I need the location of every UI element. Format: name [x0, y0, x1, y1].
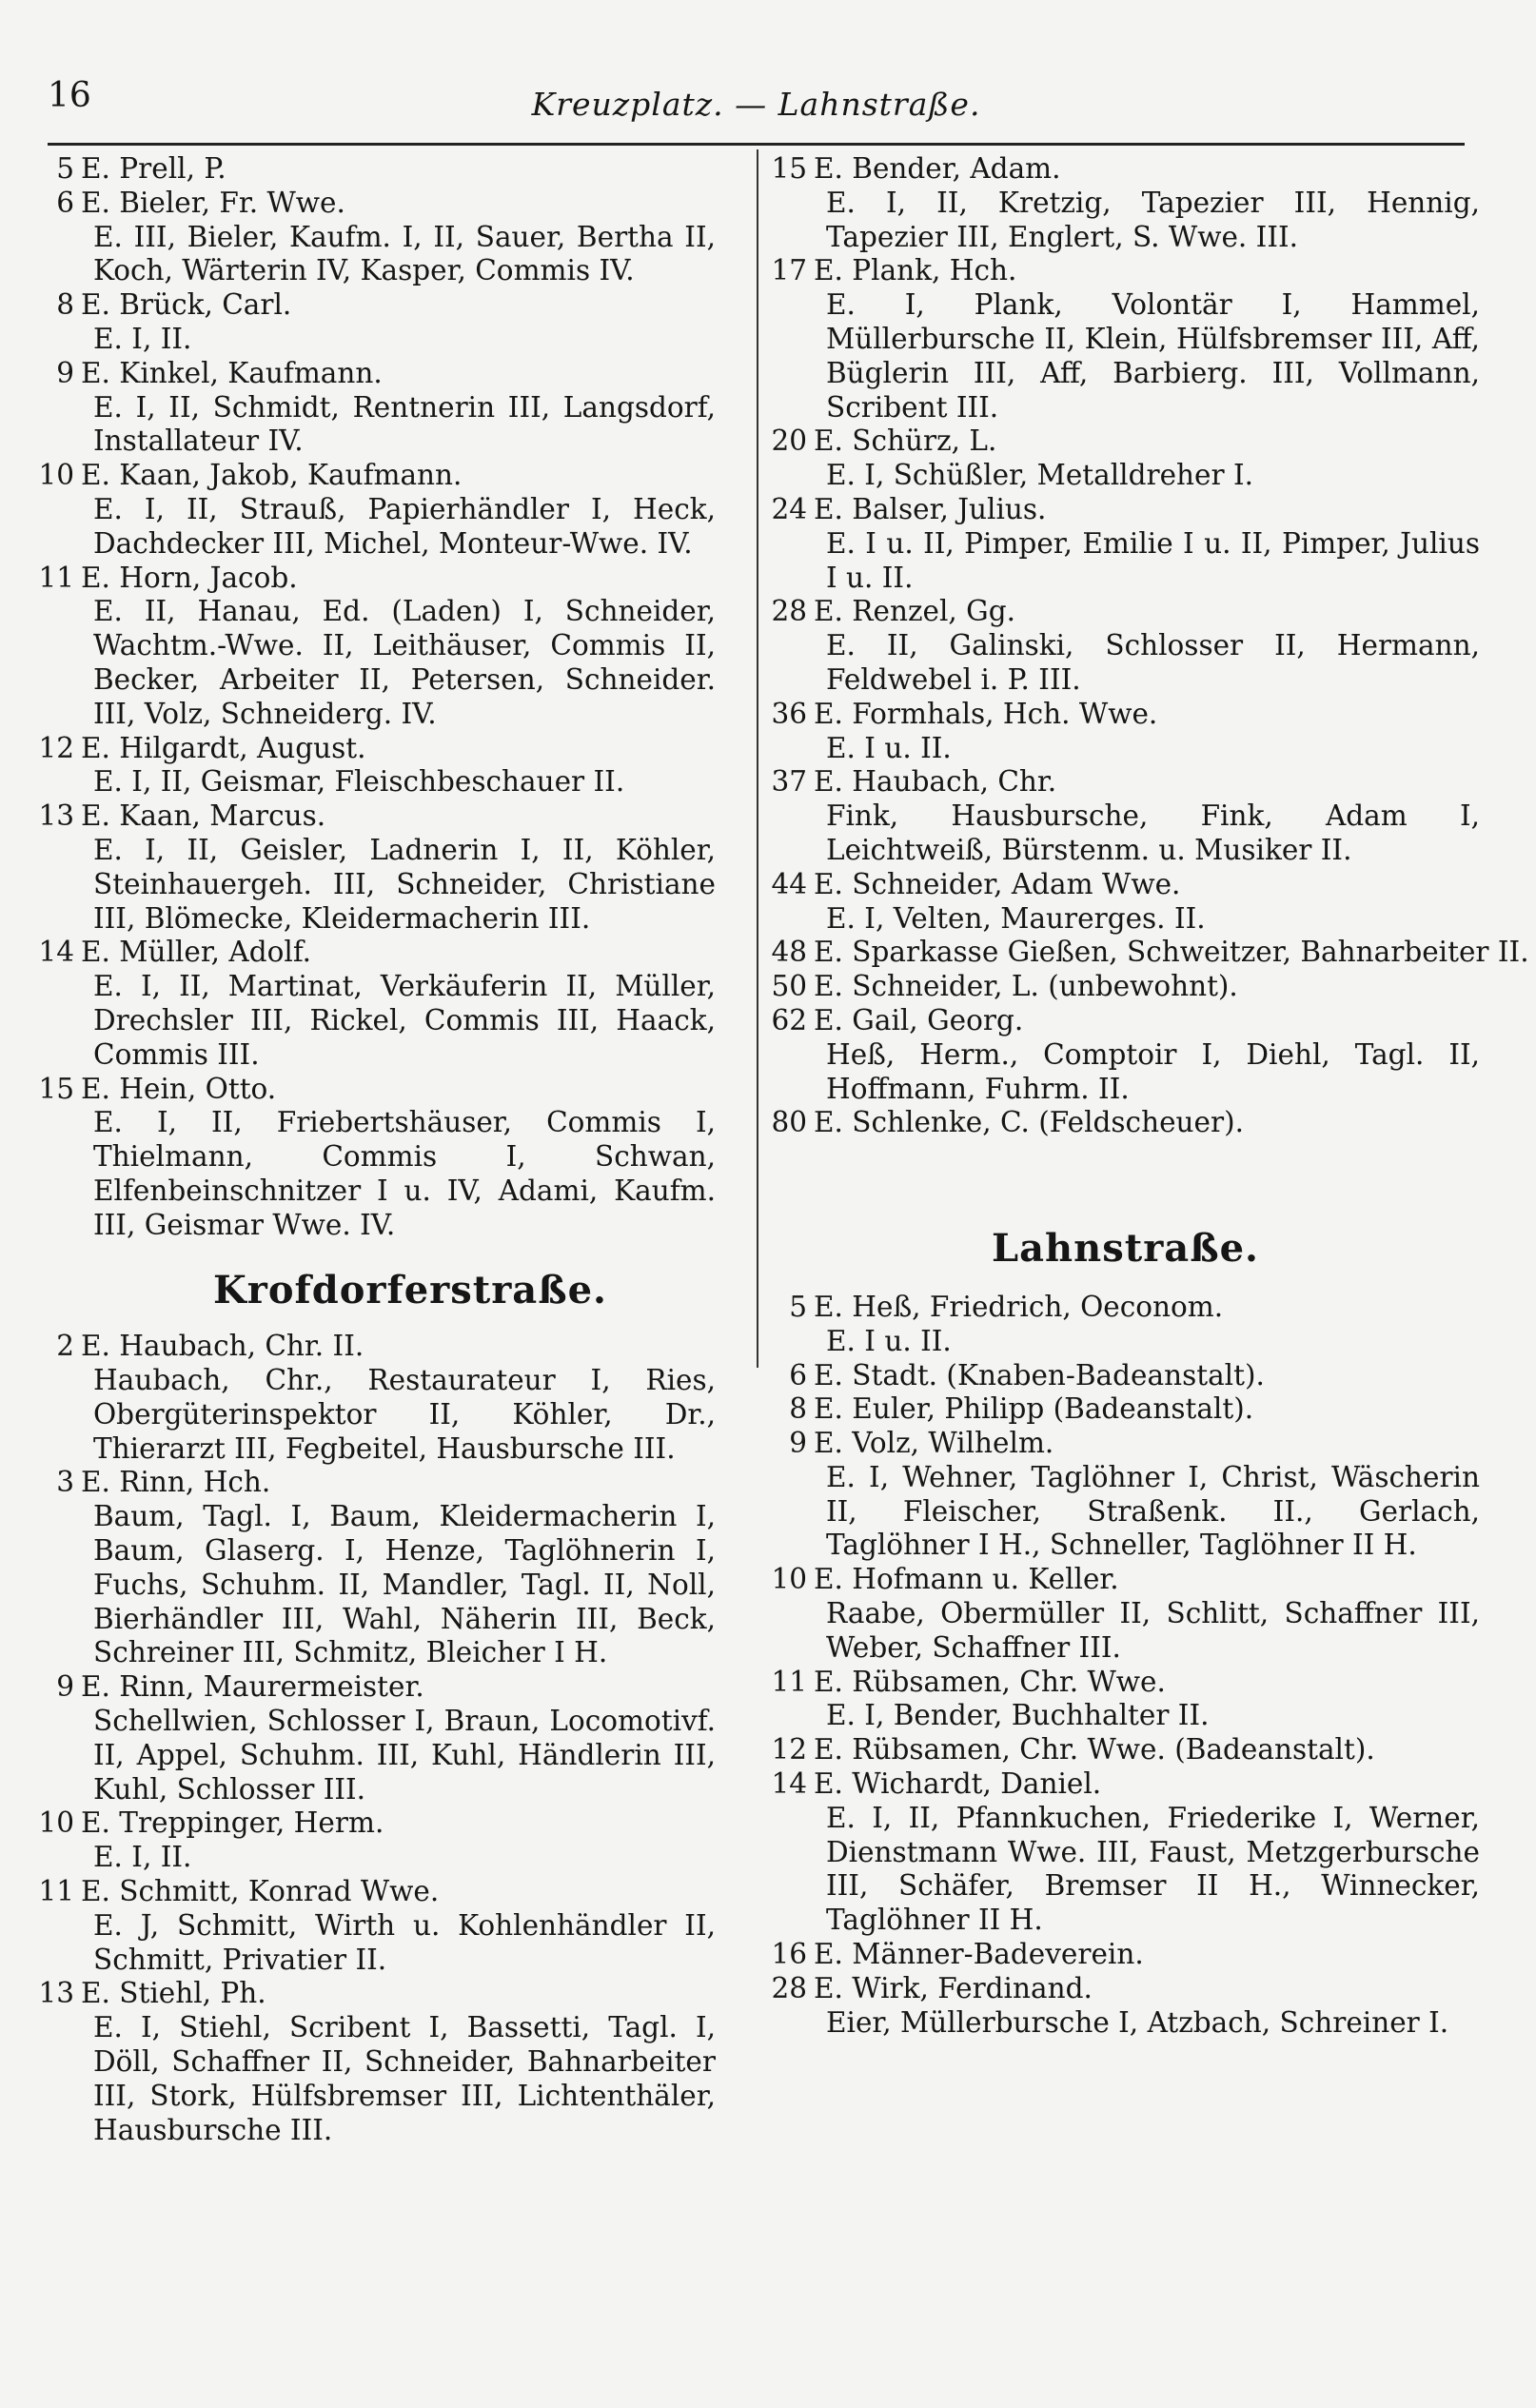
owner-text: E. Bieler, Fr. Wwe.	[81, 186, 345, 219]
house-number: 11	[38, 561, 74, 594]
column-divider	[757, 149, 758, 1368]
owner-text: E. Heß, Friedrich, Oeconom.	[814, 1290, 1224, 1323]
resident-text: Eier, Müllerbursche I, Atzbach, Schreiner I.	[826, 2005, 1449, 2039]
entry-owner-line	[771, 595, 1480, 629]
entry-owner-line	[771, 868, 1480, 902]
owner-text: E. Prell, P.	[81, 152, 226, 185]
owner-text: E. Horn, Jacob.	[81, 561, 298, 594]
entry-owner-line	[38, 288, 716, 323]
owner-text: E. Stiehl, Ph.	[81, 1977, 266, 2010]
house-number: 9	[789, 1427, 807, 1460]
owner-text: E. Rübsamen, Chr. Wwe. (Badeanstalt).	[814, 1733, 1375, 1767]
resident-text: E. I, Velten, Maurerges. II.	[826, 901, 1206, 935]
owner-text: E. Schneider, L. (unbewohnt).	[814, 970, 1238, 1003]
entry-owner-line	[771, 1563, 1480, 1597]
house-number: 16	[771, 1938, 807, 1971]
house-number: 2	[56, 1330, 74, 1363]
entry-owner-line	[38, 1466, 716, 1500]
house-number: 6	[56, 186, 74, 219]
entry-owner-line	[771, 1972, 1480, 2006]
house-entry	[771, 1733, 1480, 1767]
resident-text: E. II, Galinski, Schlosser II, Hermann, Feldwebel i. P. III.	[826, 629, 1480, 696]
right-column	[771, 152, 1529, 2040]
house-number: 11	[38, 1875, 74, 1908]
resident-text: E. J, Schmitt, Wirth u. Kohlenhändler II, Schmitt, Privatier II.	[93, 1908, 716, 1976]
owner-text: E. Stadt. (Knaben-Badeanstalt).	[814, 1358, 1265, 1392]
owner-text: E. Hofmann u. Keller.	[814, 1563, 1119, 1596]
house-number: 80	[771, 1106, 807, 1139]
kreuzplatz-entries-continued	[771, 152, 1529, 1140]
resident-text: E. I, II, Geismar, Fleischbeschauer II.	[93, 765, 625, 799]
owner-text: E. Rübsamen, Chr. Wwe.	[814, 1665, 1166, 1698]
running-title: Kreuzplatz. — Lahnstraße.	[531, 86, 981, 123]
owner-text: E. Rinn, Maurermeister.	[81, 1670, 424, 1704]
resident-text: Haubach, Chr., Restaurateur I, Ries, Obergüterinspektor II, Köhler, Dr., Thierarzt III, Fegbeitel, Hausbursche III.	[93, 1364, 716, 1465]
owner-text: E. Renzel, Gg.	[814, 595, 1015, 628]
house-number: 28	[771, 1971, 807, 2004]
resident-text: E. I u. II, Pimper, Emilie I u. II, Pimper, Julius I u. II.	[826, 526, 1480, 594]
resident-text: E. I, II, Schmidt, Rentnerin III, Langsdorf, Installateur IV.	[93, 390, 716, 458]
resident-text: Baum, Tagl. I, Baum, Kleidermacherin I, Baum, Glaserg. I, Henze, Taglöhnerin I, Fuchs, Schuhm. II, Mandler, Tagl. II, Noll, Bierhändler III, Wahl, Näherin III, Beck, Schreiner III, Schmitz, Bleicher I H.	[93, 1500, 716, 1669]
resident-text: E. I, II, Martinat, Verkäuferin II, Müller, Drechsler III, Rickel, Commis III, Haack, Commis III.	[93, 970, 716, 1071]
house-number: 14	[38, 936, 74, 969]
house-entry	[771, 595, 1480, 697]
house-number: 13	[38, 799, 74, 833]
entry-owner-line	[771, 1666, 1480, 1700]
owner-text: E. Plank, Hch.	[814, 254, 1017, 287]
house-entry	[771, 970, 1480, 1004]
house-entry	[771, 936, 1529, 970]
house-number: 12	[38, 731, 74, 764]
resident-text: E. I, II, Strauß, Papierhändler I, Heck, Dachdecker III, Michel, Monteur-Wwe. IV.	[93, 492, 716, 560]
entry-owner-line	[38, 799, 716, 834]
house-number: 48	[771, 936, 807, 969]
house-number: 24	[771, 492, 807, 525]
entry-owner-line	[771, 1767, 1480, 1802]
entry-owner-line	[38, 732, 716, 766]
owner-text: E. Männer-Badeverein.	[814, 1938, 1144, 1971]
resident-text: E. I, Stiehl, Scribent I, Bassetti, Tagl. I, Döll, Schaffner II, Schneider, Bahnarbeiter III, Stork, Hülfsbremser III, Lichtenthäler, Hausbursche III.	[93, 2011, 716, 2146]
house-number: 15	[38, 1072, 74, 1105]
house-entry	[38, 1977, 716, 2147]
owner-text: E. Haubach, Chr. II.	[81, 1330, 364, 1363]
house-number: 3	[56, 1466, 74, 1499]
house-number: 50	[771, 970, 807, 1003]
resident-text: Raabe, Obermüller II, Schlitt, Schaffner III, Weber, Schaffner III.	[826, 1597, 1480, 1664]
house-entry	[771, 1359, 1480, 1393]
house-number: 28	[771, 595, 807, 628]
house-entry	[771, 868, 1480, 937]
house-number: 6	[789, 1358, 807, 1392]
house-entry	[771, 1106, 1480, 1140]
house-entry	[771, 1972, 1480, 2041]
house-entry	[38, 1875, 716, 1977]
house-entry	[38, 357, 716, 459]
house-number: 8	[789, 1392, 807, 1426]
owner-text: E. Schlenke, C. (Feldscheuer).	[814, 1106, 1244, 1139]
owner-text: E. Bender, Adam.	[814, 152, 1061, 185]
entry-owner-line	[38, 1670, 716, 1705]
house-entry	[38, 1330, 716, 1466]
house-entry	[38, 1466, 716, 1670]
entry-owner-line	[771, 1392, 1480, 1427]
house-number: 10	[38, 459, 74, 492]
house-number: 10	[771, 1563, 807, 1596]
lahnstrasse-entries	[771, 1291, 1480, 2041]
house-entry	[771, 152, 1480, 254]
house-entry	[771, 424, 1480, 493]
street-heading-lahnstrasse: Lahnstraße.	[992, 1226, 1259, 1272]
krofdorferstrasse-entries	[38, 1330, 716, 2147]
house-number: 12	[771, 1733, 807, 1767]
kreuzplatz-entries	[38, 152, 716, 1243]
resident-text: E. I, II, Kretzig, Tapezier III, Hennig, Tapezier III, Englert, S. Wwe. III.	[826, 186, 1480, 253]
entry-owner-line	[38, 1073, 716, 1107]
entry-owner-line	[771, 1733, 1480, 1767]
owner-text: E. Haubach, Chr.	[814, 765, 1057, 799]
entry-owner-line	[38, 936, 716, 970]
entry-owner-line	[771, 493, 1480, 527]
house-entry	[38, 187, 716, 288]
owner-text: E. Volz, Wilhelm.	[814, 1427, 1054, 1460]
house-number: 36	[771, 697, 807, 730]
owner-text: E. Treppinger, Herm.	[81, 1806, 384, 1840]
resident-text: E. III, Bieler, Kaufm. I, II, Sauer, Bertha II, Koch, Wärterin IV, Kasper, Commis IV.	[93, 220, 716, 287]
resident-text: Fink, Hausbursche, Fink, Adam I, Leichtweiß, Bürstenm. u. Musiker II.	[826, 799, 1480, 866]
left-column	[38, 152, 716, 2147]
owner-text: E. Hilgardt, August.	[81, 731, 366, 764]
house-entry	[38, 562, 716, 732]
house-number: 11	[771, 1665, 807, 1698]
house-entry	[38, 1806, 716, 1875]
house-number: 20	[771, 424, 807, 458]
owner-text: E. Formhals, Hch. Wwe.	[814, 697, 1158, 730]
house-number: 9	[56, 1670, 74, 1704]
street-heading-krofdorferstrasse: Krofdorferstraße.	[213, 1267, 607, 1313]
resident-text: E. I, II.	[93, 322, 192, 355]
owner-text: E. Brück, Carl.	[81, 288, 292, 322]
entry-owner-line	[38, 1977, 716, 2011]
house-entry	[771, 1666, 1480, 1734]
resident-text: E. I, Wehner, Taglöhner I, Christ, Wäscherin II, Fleischer, Straßenk. II., Gerlach, Taglöhner I H., Schneller, Taglöhner II H.	[826, 1460, 1480, 1562]
owner-text: E. Hein, Otto.	[81, 1072, 277, 1105]
resident-text: E. I, II, Friebertshäuser, Commis I, Thielmann, Commis I, Schwan, Elfenbeinschnitzer I u. IV, Adami, Kaufm. III, Geismar Wwe. IV.	[93, 1106, 716, 1241]
owner-text: E. Wichardt, Daniel.	[814, 1767, 1102, 1801]
house-number: 62	[771, 1003, 807, 1036]
house-entry	[38, 459, 716, 561]
owner-text: E. Müller, Adolf.	[81, 936, 312, 969]
entry-owner-line	[771, 698, 1480, 732]
entry-owner-line	[38, 1875, 716, 1909]
owner-text: E. Sparkasse Gießen, Schweitzer, Bahnarbeiter II.	[814, 936, 1529, 969]
owner-text: E. Kaan, Marcus.	[81, 799, 326, 833]
house-entry	[771, 1938, 1480, 1972]
entry-owner-line	[771, 970, 1480, 1004]
house-entry	[771, 698, 1480, 766]
house-number: 5	[56, 152, 74, 185]
entry-owner-line	[771, 1106, 1480, 1140]
house-entry	[771, 765, 1480, 867]
house-number: 15	[771, 152, 807, 185]
house-number: 5	[789, 1290, 807, 1323]
owner-text: E. Kinkel, Kaufmann.	[81, 356, 383, 389]
house-number: 10	[38, 1806, 74, 1840]
resident-text: E. II, Hanau, Ed. (Laden) I, Schneider, Wachtm.-Wwe. II, Leithäuser, Commis II, Becker, Arbeiter II, Petersen, Schneider. III, Volz, Schneiderg. IV.	[93, 595, 716, 730]
entry-owner-line	[38, 562, 716, 596]
house-entry	[38, 732, 716, 800]
entry-owner-line	[771, 1004, 1480, 1038]
entry-owner-line	[771, 1359, 1480, 1393]
house-entry	[771, 1767, 1480, 1938]
house-entry	[771, 1427, 1480, 1563]
owner-text: E. Balser, Julius.	[814, 492, 1047, 525]
entry-owner-line	[771, 1938, 1480, 1972]
entry-owner-line	[771, 1291, 1480, 1325]
house-entry	[38, 1670, 716, 1806]
resident-text: Schellwien, Schlosser I, Braun, Locomotivf. II, Appel, Schuhm. III, Kuhl, Händlerin III, Kuhl, Schlosser III.	[93, 1705, 716, 1806]
owner-text: E. Kaan, Jakob, Kaufmann.	[81, 459, 463, 492]
house-number: 14	[771, 1767, 807, 1801]
house-entry	[771, 1291, 1480, 1359]
resident-text: Heß, Herm., Comptoir I, Diehl, Tagl. II, Hoffmann, Fuhrm. II.	[826, 1037, 1480, 1105]
house-entry	[38, 288, 716, 357]
house-entry	[771, 1004, 1480, 1106]
entry-owner-line	[771, 152, 1480, 187]
house-entry	[38, 799, 716, 936]
owner-text: E. Wirk, Ferdinand.	[814, 1971, 1093, 2004]
owner-text: E. Rinn, Hch.	[81, 1466, 271, 1499]
house-number: 8	[56, 288, 74, 322]
house-entry	[771, 1392, 1480, 1427]
house-entry	[771, 254, 1480, 424]
house-number: 17	[771, 254, 807, 287]
entry-owner-line	[38, 1330, 716, 1364]
page-header	[48, 67, 1465, 146]
house-number: 13	[38, 1977, 74, 2010]
resident-text: E. I, Bender, Buchhalter II.	[826, 1699, 1210, 1732]
entry-owner-line	[771, 254, 1480, 288]
owner-text: E. Euler, Philipp (Badeanstalt).	[814, 1392, 1254, 1426]
house-number: 9	[56, 356, 74, 389]
house-entry	[38, 1073, 716, 1243]
entry-owner-line	[771, 936, 1529, 970]
house-entry	[38, 152, 716, 187]
entry-owner-line	[771, 1427, 1480, 1461]
entry-owner-line	[771, 765, 1480, 799]
resident-text: E. I, Plank, Volontär I, Hammel, Müllerbursche II, Klein, Hülfsbremser III, Aff, Büglerin III, Aff, Barbierg. III, Vollmann, Scribent III.	[826, 288, 1480, 424]
owner-text: E. Schmitt, Konrad Wwe.	[81, 1875, 440, 1908]
owner-text: E. Schürz, L.	[814, 424, 997, 458]
house-number: 44	[771, 867, 807, 900]
owner-text: E. Schneider, Adam Wwe.	[814, 867, 1181, 900]
resident-text: E. I, Schüßler, Metalldreher I.	[826, 459, 1254, 492]
entry-owner-line	[38, 152, 716, 187]
house-entry	[771, 1563, 1480, 1665]
entry-owner-line	[38, 187, 716, 221]
resident-text: E. I u. II.	[826, 1324, 952, 1357]
entry-owner-line	[38, 459, 716, 493]
house-number: 37	[771, 765, 807, 799]
entry-owner-line	[38, 357, 716, 391]
resident-text: E. I, II.	[93, 1841, 192, 1874]
resident-text: E. I u. II.	[826, 731, 952, 764]
resident-text: E. I, II, Pfannkuchen, Friederike I, Werner, Dienstmann Wwe. III, Faust, Metzgerbursche III, Schäfer, Bremser II H., Winnecker, Taglöhner II H.	[826, 1801, 1480, 1937]
house-entry	[38, 936, 716, 1072]
page-number: 16	[48, 76, 91, 115]
owner-text: E. Gail, Georg.	[814, 1003, 1024, 1036]
entry-owner-line	[771, 424, 1480, 459]
house-entry	[771, 493, 1480, 595]
entry-owner-line	[38, 1806, 716, 1841]
resident-text: E. I, II, Geisler, Ladnerin I, II, Köhler, Steinhauergeh. III, Schneider, Christiane III, Blömecke, Kleidermacherin III.	[93, 833, 716, 935]
